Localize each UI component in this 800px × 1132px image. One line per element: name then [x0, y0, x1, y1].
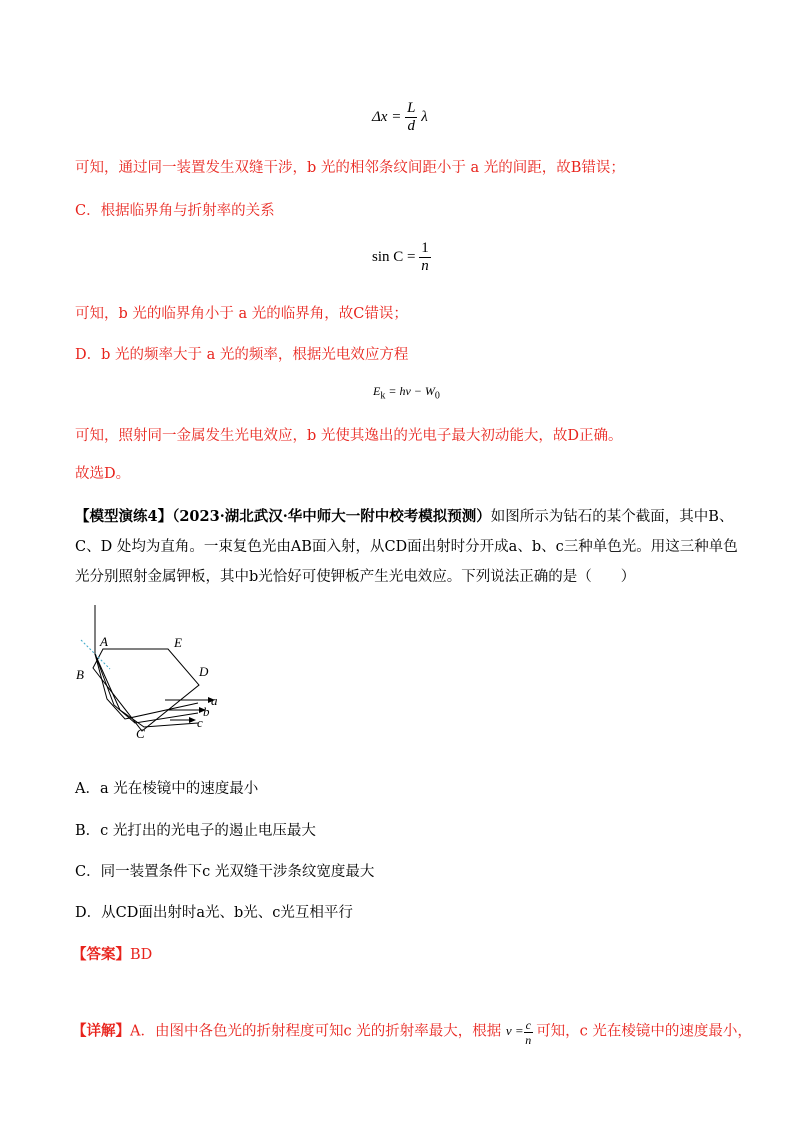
label-a: a	[211, 693, 218, 708]
option-d[interactable]: D．从CD面出射时a光、b光、c光互相平行	[75, 905, 353, 921]
answer-line	[72, 945, 152, 965]
paragraph-conclusion-d: 可知，照射同一金属发生光电效应，b 光使其逸出的光电子最大初动能大，故D正确。	[75, 428, 623, 444]
question-tag: 【模型演练4】	[75, 508, 173, 525]
answer-value: BD	[130, 947, 153, 963]
arrow-c-icon	[189, 717, 196, 723]
option-a[interactable]: A．a 光在棱镜中的速度最小	[75, 781, 259, 797]
ray-a-path	[95, 654, 198, 719]
label-E: E	[174, 635, 182, 650]
paragraph-final-choice: 故选D。	[75, 466, 131, 482]
label-A: A	[100, 634, 108, 649]
formula-critical-angle: sin C = $\frac{1}{n}$	[372, 240, 429, 274]
paragraph-conclusion-b: 可知，通过同一装置发生双缝干涉，b 光的相邻条纹间距小于 a 光的间距，故B错误；	[75, 160, 625, 176]
label-c: c	[197, 715, 203, 730]
detail-formula: v = $\frac{c}{n}$	[505, 1018, 532, 1047]
option-c[interactable]: C．同一装置条件下c 光双缝干涉条纹宽度最大	[75, 864, 375, 880]
label-D: D	[199, 664, 209, 679]
formula-fringe-spacing: Δx = $\frac{L}{d}$ λ	[372, 100, 428, 134]
question-source: （2023·湖北武汉·华中师大一附中校考模拟预测）	[172, 508, 491, 525]
detail-line: 【详解】A．由图中各色光的折射程度可知c 光的折射率最大，根据 v = $\frac{c}{n}$ 可知，c 光在棱镜中的速度最小，	[72, 1018, 752, 1047]
diamond-prism-figure	[70, 605, 230, 745]
paragraph-option-c-intro: C．根据临界角与折射率的关系	[75, 203, 275, 219]
label-b: b	[203, 704, 210, 719]
detail-tag: 【详解】	[72, 1022, 130, 1040]
label-C: C	[136, 726, 145, 741]
option-b[interactable]: B．c 光打出的光电子的遏止电压最大	[75, 823, 316, 839]
paragraph-conclusion-c: 可知，b 光的临界角小于 a 光的临界角，故C错误；	[75, 306, 408, 322]
question-block: 【模型演练4】（2023·湖北武汉·华中师大一附中校考模拟预测）如图所示为钻石的某个截面，其中B、 C、D 处均为直角。一束复色光由AB面入射，从CD面出射时分开成a、b、c三种单色光。用这三种单色 光分别照射金属钾板，其中b光恰好可使钾板产生光电效应。下列说法正确的是（ ）	[75, 508, 738, 585]
answer-tag: 【答案】	[72, 946, 130, 963]
label-B: B	[76, 667, 84, 682]
formula-photoelectric: $E_k = h\nu - W_0$	[373, 384, 440, 402]
paragraph-option-d-intro: D．b 光的频率大于 a 光的频率，根据光电效应方程	[75, 347, 409, 363]
